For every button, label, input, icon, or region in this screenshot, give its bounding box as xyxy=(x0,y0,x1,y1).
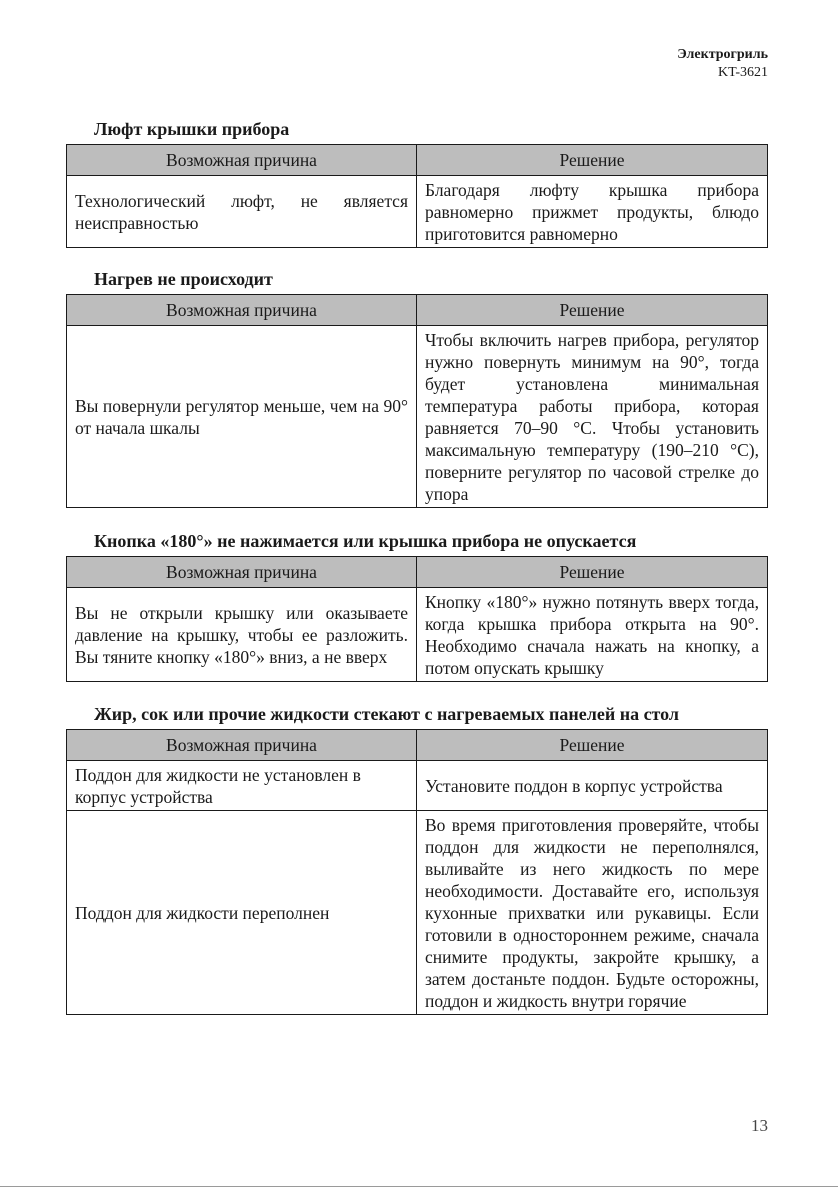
column-header-solution: Решение xyxy=(417,145,768,176)
cause-cell: Вы не открыли крышку или оказываете давление на крышку, чтобы ее разложить. Вы тяните кнопку «180°» вниз, а не вверх xyxy=(67,588,417,682)
model-number: KT-3621 xyxy=(717,65,768,80)
column-header-cause: Возможная причина xyxy=(67,145,417,176)
table-row xyxy=(67,326,768,508)
table-row xyxy=(67,761,768,811)
section-no-heating xyxy=(66,268,767,508)
section-title: Жир, сок или прочие жидкости стекают с нагреваемых панелей на стол xyxy=(94,704,680,724)
troubleshooting-table xyxy=(66,294,768,508)
section-title: Кнопка «180°» не нажимается или крышка прибора не опускается xyxy=(94,531,637,551)
troubleshooting-table xyxy=(66,556,768,682)
solution-cell: Кнопку «180°» нужно потянуть вверх тогда, когда крышка прибора открыта на 90°. Необходимо сначала нажать на кнопку, а потом опускать крышку xyxy=(417,588,768,682)
page-header xyxy=(677,46,768,82)
solution-cell: Благодаря люфту крышка прибора равномерно прижмет продукты, блюдо приготовится равномерно xyxy=(417,176,768,248)
solution-cell: Чтобы включить нагрев прибора, регулятор нужно повернуть минимум на 90°, тогда будет установлена минимальная температура работы прибора, которая равняется 70–90 °C. Чтобы установить максимальную температуру (190–210 °C), поверните регулятор по часовой стрелке до упора xyxy=(417,326,768,508)
column-header-solution: Решение xyxy=(417,730,768,761)
table-header-row xyxy=(67,557,768,588)
troubleshooting-table xyxy=(66,729,768,1015)
cause-cell: Вы повернули регулятор меньше, чем на 90° от начала шкалы xyxy=(67,326,417,508)
table-header-row xyxy=(67,295,768,326)
table-header-row xyxy=(67,145,768,176)
page-number: 13 xyxy=(751,1116,768,1135)
column-header-cause: Возможная причина xyxy=(67,557,417,588)
cause-cell: Поддон для жидкости переполнен xyxy=(67,811,417,1015)
cause-cell: Поддон для жидкости не установлен в корпус устройства xyxy=(67,761,417,811)
column-header-cause: Возможная причина xyxy=(67,295,417,326)
section-button-180 xyxy=(66,530,767,682)
table-row xyxy=(67,811,768,1015)
column-header-solution: Решение xyxy=(417,295,768,326)
column-header-solution: Решение xyxy=(417,557,768,588)
product-name: Электрогриль xyxy=(677,47,768,62)
section-title: Люфт крышки прибора xyxy=(94,119,290,139)
table-row xyxy=(67,176,768,248)
column-header-cause: Возможная причина xyxy=(67,730,417,761)
section-lid-play xyxy=(66,118,767,248)
solution-cell: Во время приготовления проверяйте, чтобы поддон для жидкости не переполнялся, выливайте из него жидкость по мере необходимости. Доставайте его, используя кухонные прихватки или рукавицы. Если готовили в одностороннем режиме, сначала снимите продукты, закройте крышку, а затем достаньте поддон. Будьте осторожны, поддон и жидкость внутри горячие xyxy=(417,811,768,1015)
cause-cell: Технологический люфт, не является неисправностью xyxy=(67,176,417,248)
table-row xyxy=(67,588,768,682)
section-liquid-leak xyxy=(66,703,767,1015)
table-header-row xyxy=(67,730,768,761)
troubleshooting-table xyxy=(66,144,768,248)
section-title: Нагрев не происходит xyxy=(94,269,273,289)
bottom-divider xyxy=(0,1186,838,1187)
solution-cell: Установите поддон в корпус устройства xyxy=(417,761,768,811)
